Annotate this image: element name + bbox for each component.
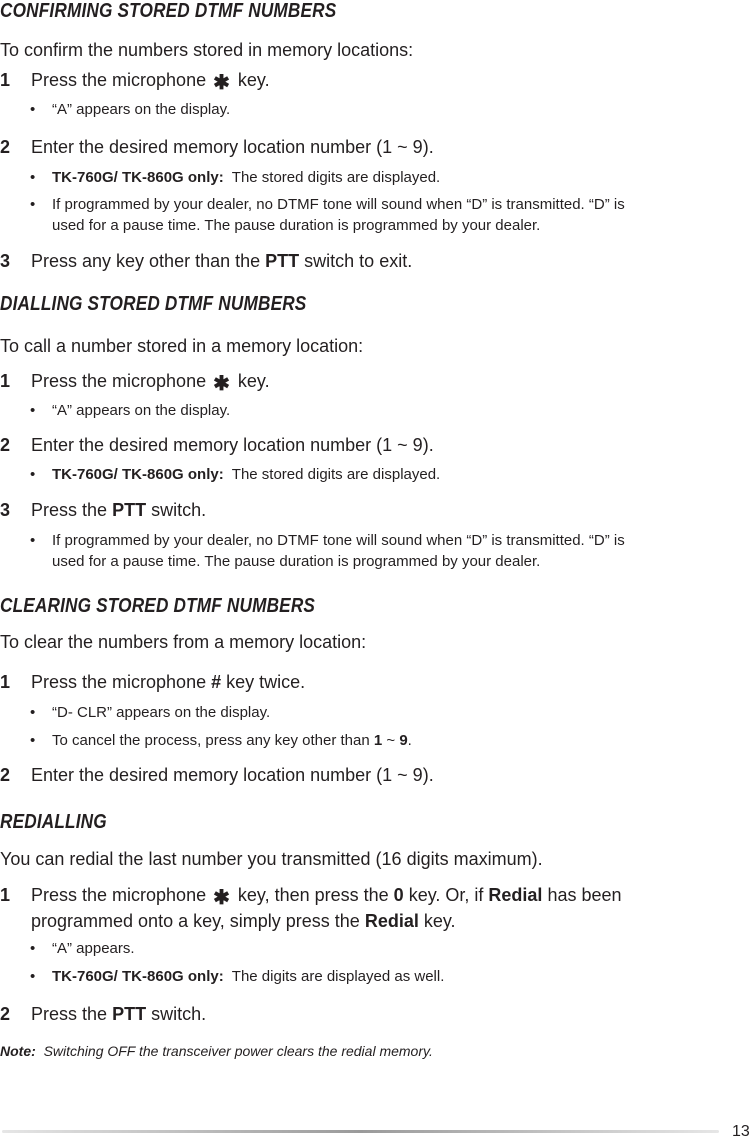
- step-number: 1: [0, 672, 11, 692]
- star-key-icon: ✱: [213, 887, 230, 909]
- intro-dialling: To call a number stored in a memory location:: [0, 336, 364, 356]
- bullet-icon: •: [30, 402, 36, 419]
- bullet-icon: •: [30, 466, 36, 483]
- step-number: 1: [0, 371, 11, 391]
- bullet-icon: •: [30, 532, 36, 549]
- intro-confirming: To confirm the numbers stored in memory locations:: [0, 40, 414, 60]
- step-number: 3: [0, 251, 11, 271]
- heading-redialling: REDIALLING: [0, 811, 107, 833]
- page-number: 13: [732, 1123, 750, 1140]
- bullet-icon: •: [30, 940, 36, 957]
- footer-rule: [2, 1130, 719, 1133]
- step-number: 1: [0, 885, 11, 905]
- bullet-icon: •: [30, 968, 36, 985]
- heading-confirming: CONFIRMING STORED DTMF NUMBERS: [0, 0, 337, 22]
- bullet-icon: •: [30, 704, 36, 721]
- bullet-icon: •: [30, 169, 36, 186]
- step-number: 3: [0, 500, 11, 520]
- bullet-icon: •: [30, 101, 36, 118]
- step-number: 2: [0, 1004, 11, 1024]
- step-number: 2: [0, 765, 11, 785]
- note: [0, 1043, 433, 1059]
- star-key-icon: ✱: [213, 72, 230, 94]
- star-key-icon: ✱: [213, 373, 230, 395]
- heading-dialling: DIALLING STORED DTMF NUMBERS: [0, 293, 307, 315]
- bullet-icon: •: [30, 732, 36, 749]
- heading-clearing: CLEARING STORED DTMF NUMBERS: [0, 595, 316, 617]
- intro-clearing: To clear the numbers from a memory location:: [0, 632, 367, 652]
- intro-redialling: You can redial the last number you transmitted (16 digits maximum).: [0, 849, 543, 869]
- note-label: Note:: [0, 1043, 36, 1059]
- manual-page: CONFIRMING STORED DTMF NUMBERS To confirm the numbers stored in memory locations: 1 Press the microphone ✱ key. • “A” appears on the display. 2 Enter the desired memory location number (1 ~ 9). • TK-760G/ TK-860G only: The stored digits are displayed. • If programmed by your dealer, no DTMF tone will sound when “D” is transmitted. “D” is used for a pause time. The pause duration is programmed by your dealer. 3 Press any key other than the PTT switch to exit. DIALLING STORED DTMF NUMBERS To call a number stored in a memory location: 1 Press the microphone ✱ key. • “A” appears on the display. 2 Enter the desired memory location number (1 ~ 9). • TK-760G/ TK-860G only: The stored digits are displayed. 3 Press the PTT switch. • If programmed by your dealer, no DTMF tone will sound when “D” is transmitted. “D” is used for a pause time. The pause duration is programmed by your dealer. CLEARING STORED DTMF NUMBERS To clear the numbers from a memory location: 1 Press the microphone # key twice. • “D- CLR” appears on the display. • To cancel the process, press any key other than 1 ~ 9. 2 Enter the desired memory location number (1 ~ 9). REDIALLING You can redial the last number you transmitted (16 digits maximum). 1 Press the microphone ✱ key, then press the 0 key. Or, if Redial has been programmed onto a key, simply press the Redial key. • “A” appears. • TK-760G/ TK-860G only: The digits are displayed as well. 2 Press the PTT switch. Note: Switching OFF the transceiver power clears the redial memory. 13: [0, 0, 750, 1140]
- step-number: 1: [0, 70, 11, 90]
- step-number: 2: [0, 435, 11, 455]
- note-text: Switching OFF the transceiver power clears the redial memory.: [43, 1043, 433, 1059]
- step-number: 2: [0, 137, 11, 157]
- bullet-icon: •: [30, 196, 36, 213]
